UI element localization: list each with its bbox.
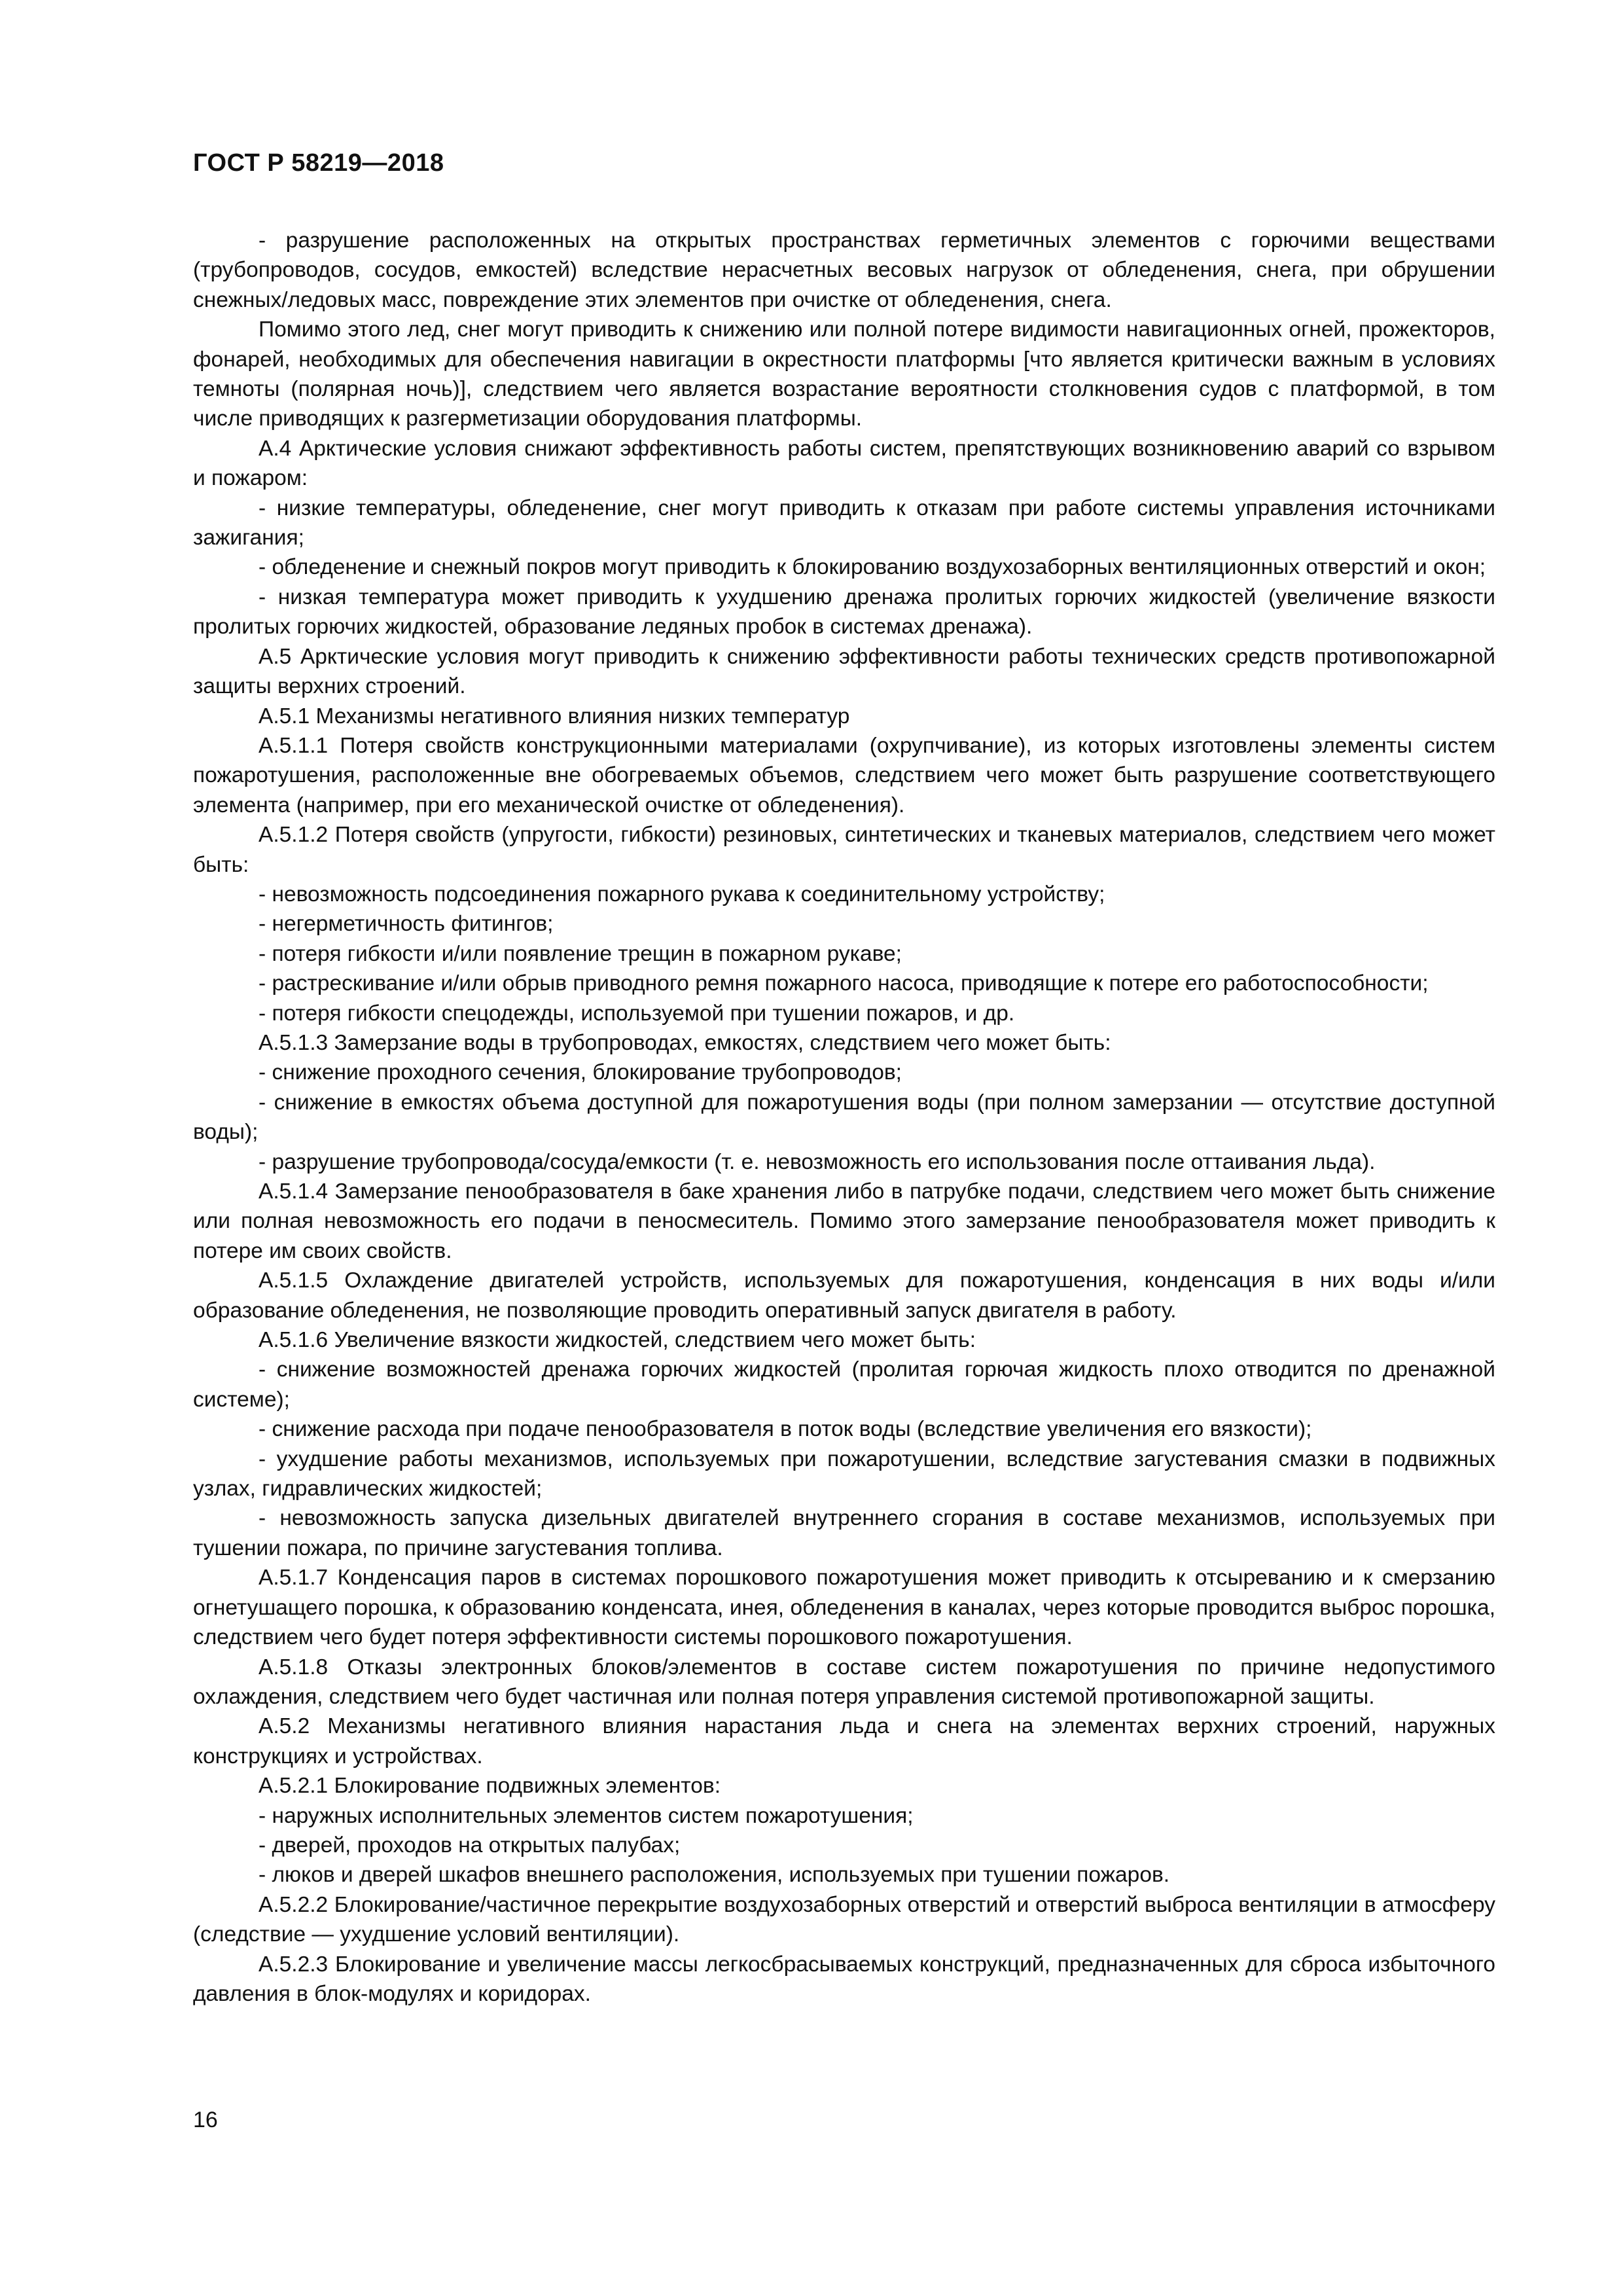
paragraph: - люков и дверей шкафов внешнего расположения, используемых при тушении пожаров. bbox=[259, 1863, 1170, 1888]
paragraph: - разрушение трубопровода/сосуда/емкости (т. е. невозможность его использования после оттаивания льда). bbox=[259, 1149, 1376, 1174]
paragraph: - обледенение и снежный покров могут приводить к блокированию воздухозаборных вентиляционных отверстий и окон; bbox=[259, 555, 1486, 580]
paragraph: А.5.1.6 Увеличение вязкости жидкостей, следствием чего может быть: bbox=[259, 1328, 976, 1353]
paragraph: - негерметичность фитингов; bbox=[259, 912, 554, 937]
paragraph: - потеря гибкости и/или появление трещин в пожарном рукаве; bbox=[259, 941, 902, 966]
document-header: ГОСТ Р 58219—2018 bbox=[193, 149, 444, 177]
paragraph: - низкие температуры, обледенение, снег могут приводить к отказам при работе системы управления источниками зажигания; bbox=[193, 495, 1495, 550]
paragraph: - невозможность запуска дизельных двигателей внутреннего сгорания в составе механизмов, используемых при тушении пожара, по причине загустевания топлива. bbox=[193, 1506, 1495, 1560]
paragraph: А.5.2.2 Блокирование/частичное перекрытие воздухозаборных отверстий и отверстий выброса вентиляции в атмосферу (следствие — ухудшение условий вентиляции). bbox=[193, 1892, 1495, 1947]
paragraph: - потеря гибкости спецодежды, используемой при тушении пожаров, и др. bbox=[259, 1001, 1015, 1026]
paragraph: А.5.1 Механизмы негативного влияния низких температур bbox=[259, 704, 850, 728]
paragraph: А.5.1.2 Потеря свойств (упругости, гибкости) резиновых, синтетических и тканевых материалов, следствием чего может быть: bbox=[193, 823, 1495, 877]
document-body bbox=[193, 226, 1495, 2009]
paragraph: - невозможность подсоединения пожарного рукава к соединительному устройству; bbox=[259, 882, 1105, 906]
paragraph: - разрушение расположенных на открытых пространствах герметичных элементов с горючими веществами (трубопроводов, сосудов, емкостей) вследствие нерасчетных весовых нагрузок от обледенения, снега, при обрушении снежных/ледовых масс, повреждение этих элементов при очистке от обледенения, снега. bbox=[193, 228, 1495, 312]
paragraph: Помимо этого лед, снег могут приводить к снижению или полной потере видимости навигационных огней, прожекторов, фонарей, необходимых для обеспечения навигации в окрестности платформы [что является критически важным в условиях темноты (полярная ночь)], следствием чего является возрастание вероятности столкновения судов с платформой, в том числе приводящих к разгерметизации оборудования платформы. bbox=[193, 317, 1495, 431]
paragraph: - ухудшение работы механизмов, используемых при пожаротушении, вследствие загустевания смазки в подвижных узлах, гидравлических жидкостей; bbox=[193, 1446, 1495, 1501]
paragraph: А.5.2.3 Блокирование и увеличение массы легкосбрасываемых конструкций, предназначенных для сброса избыточного давления в блок-модулях и коридорах. bbox=[193, 1952, 1495, 2006]
paragraph: - снижение проходного сечения, блокирование трубопроводов; bbox=[259, 1060, 902, 1085]
paragraph: - снижение в емкостях объема доступной для пожаротушения воды (при полном замерзании — отсутствие доступной воды); bbox=[193, 1090, 1495, 1145]
paragraph: - снижение расхода при подаче пенообразователя в поток воды (вследствие увеличения его вязкости); bbox=[259, 1417, 1312, 1442]
paragraph: А.5.1.5 Охлаждение двигателей устройств, используемых для пожаротушения, конденсация в них воды и/или образование обледенения, не позволяющие проводить оперативный запуск двигателя в работу. bbox=[193, 1268, 1495, 1323]
paragraph: А.5.1.3 Замерзание воды в трубопроводах, емкостях, следствием чего может быть: bbox=[259, 1030, 1111, 1055]
paragraph: - низкая температура может приводить к ухудшению дренажа пролитых горючих жидкостей (увеличение вязкости пролитых горючих жидкостей, образование ледяных пробок в системах дренажа). bbox=[193, 584, 1495, 639]
paragraph: - наружных исполнительных элементов систем пожаротушения; bbox=[259, 1803, 914, 1828]
paragraph: - дверей, проходов на открытых палубах; bbox=[259, 1833, 681, 1857]
paragraph: А.5.1.4 Замерзание пенообразователя в баке хранения либо в патрубке подачи, следствием чего может быть снижение или полная невозможность его подачи в пеносмеситель. Помимо этого замерзание пенообразователя может приводить к потере им своих свойств. bbox=[193, 1179, 1495, 1263]
paragraph: А.5.1.8 Отказы электронных блоков/элементов в составе систем пожаротушения по причине недопустимого охлаждения, следствием чего будет частичная или полная потеря управления системой противопожарной защиты. bbox=[193, 1655, 1495, 1709]
paragraph: А.5.1.1 Потеря свойств конструкционными материалами (охрупчивание), из которых изготовлены элементы систем пожаротушения, расположенные вне обогреваемых объемов, следствием чего может быть разрушение соответствующего элемента (например, при его механической очистке от обледенения). bbox=[193, 733, 1495, 817]
paragraph: - снижение возможностей дренажа горючих жидкостей (пролитая горючая жидкость плохо отводится по дренажной системе); bbox=[193, 1357, 1495, 1412]
paragraph: А.5.2 Механизмы негативного влияния нарастания льда и снега на элементах верхних строений, наружных конструкциях и устройствах. bbox=[193, 1714, 1495, 1768]
paragraph: А.5.1.7 Конденсация паров в системах порошкового пожаротушения может приводить к отсыреванию и к смерзанию огнетушащего порошка, к образованию конденсата, инея, обледенения в каналах, через которые проводится выброс порошка, следствием чего будет потеря эффективности системы порошкового пожаротушения. bbox=[193, 1566, 1495, 1650]
page-number: 16 bbox=[193, 2108, 218, 2132]
paragraph: А.5 Арктические условия могут приводить к снижению эффективности работы технических средств противопожарной защиты верхних строений. bbox=[193, 644, 1495, 699]
paragraph: А.4 Арктические условия снижают эффективность работы систем, препятствующих возникновению аварий со взрывом и пожаром: bbox=[193, 436, 1495, 491]
paragraph: - растрескивание и/или обрыв приводного ремня пожарного насоса, приводящие к потере его работоспособности; bbox=[259, 971, 1429, 996]
paragraph: А.5.2.1 Блокирование подвижных элементов: bbox=[259, 1774, 721, 1799]
